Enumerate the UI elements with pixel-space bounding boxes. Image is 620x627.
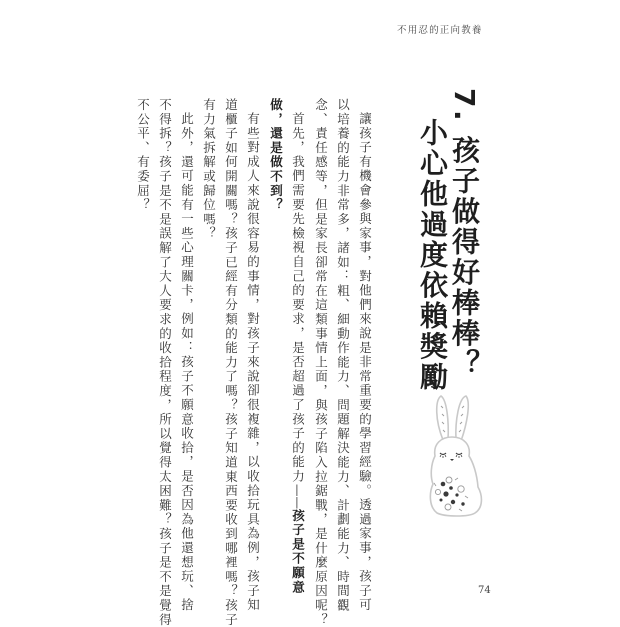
body-line: 有力氣拆解或歸位嗎？	[201, 98, 217, 241]
chapter-title-line-2: 小心他過度依賴獎勵	[416, 118, 449, 393]
emphasis-text: 做，還是做不到？	[268, 98, 284, 213]
chapter-title-line-1: 7. 孩子做得好棒棒？	[448, 88, 481, 380]
body-line	[269, 98, 282, 212]
body-text: 首先，我們需要先檢視自己的要求，是否超過了孩子的能力	[290, 112, 306, 484]
body-line: 以培養的能力非常多，諸如：粗、細動作能力、問題解決能力、計劃能力、時間觀	[335, 98, 351, 613]
running-head: 不用忍的正向教養	[397, 25, 483, 36]
body-line: 不得拆？孩子是不是誤解了大人要求的收拾程度，所以覺得太困難？孩子是不是覺得	[157, 98, 173, 627]
body-line: 念、責任感等，但是家長卻常在這類事情上面，與孩子陷入拉鋸戰，是什麼原因呢？	[313, 98, 329, 627]
body-line: 讓孩子有機會參與家事，對他們來說是非常重要的學習經驗。透過家事，孩子可	[357, 112, 373, 613]
bunny-illustration	[421, 392, 496, 522]
page-number: 74	[478, 585, 491, 596]
body-line: 有些對成人來說很容易的事情，對孩子來說卻很複雜，以收拾玩具為例，孩子知	[245, 112, 261, 613]
em-dash: ——	[290, 483, 306, 509]
body-line: 道櫃子如何開關嗎？孩子已經有分類的能力了嗎？孩子知道東西要收到哪裡嗎？孩子	[223, 98, 239, 627]
body-line: 不公平、有委屈？	[135, 98, 151, 213]
emphasis-text: 孩子是不願意	[290, 508, 306, 595]
body-line: 此外，還可能有一些心理關卡，例如：孩子不願意收拾，是否因為他還想玩、捨	[179, 112, 195, 613]
body-line	[291, 112, 304, 595]
